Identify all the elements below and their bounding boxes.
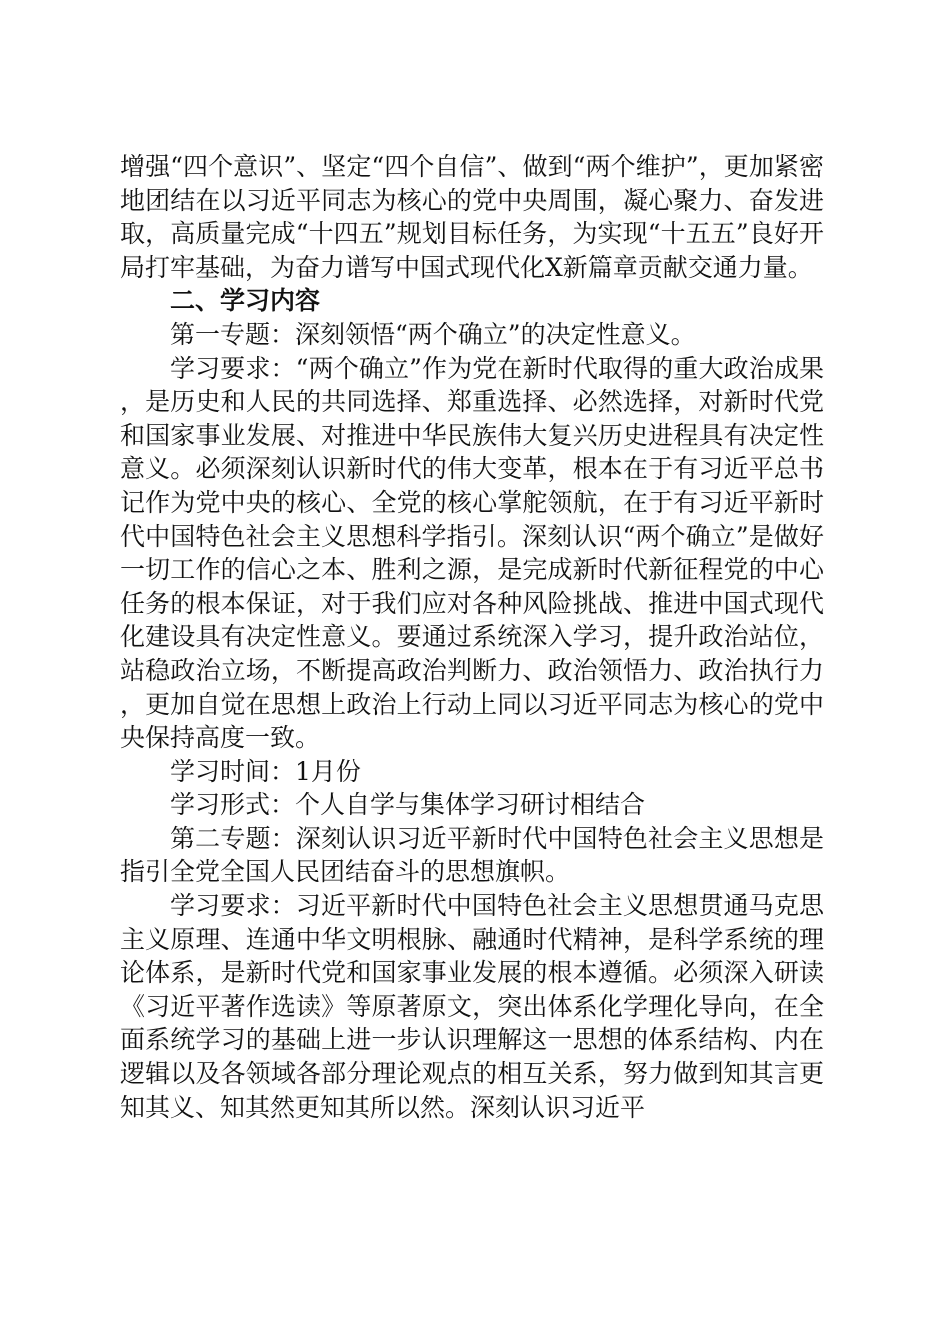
topic-two-requirements: 学习要求：习近平新时代中国特色社会主义思想贯通马克思主义原理、连通中华文明根脉、融通时代精神，是科学系统的理论体系，是新时代党和国家事业发展的根本遵循。必须深入研读《习近平著作选读》等原著原文，突出体系化学理化导向，在全面系统学习的基础上进一步认识理解这一思想的体系结构、内在逻辑以及各领域各部分理论观点的相互关系，努力做到知其言更知其义、知其然更知其所以然。深刻认识习近平 xyxy=(120,891,824,1122)
paragraph-intro-continuation: 增强“四个意识”、坚定“四个自信”、做到“两个维护”，更加紧密地团结在以习近平同志为核心的党中央周围，凝心聚力、奋发进取，高质量完成“十四五”规划目标任务，为实现“十五五”良好开局打牢基础，为奋力谱写中国式现代化X新篇章贡献交通力量。 xyxy=(120,152,824,282)
topic-one-study-time: 学习时间：1月份 xyxy=(170,756,361,786)
topic-one-study-format: 学习形式：个人自学与集体学习研讨相结合 xyxy=(170,790,646,820)
section-heading-study-content: 二、学习内容 xyxy=(170,286,321,316)
topic-one-title: 第一专题：深刻领悟“两个确立”的决定性意义。 xyxy=(170,319,696,349)
topic-one-requirements: 学习要求：“两个确立”作为党在新时代取得的重大政治成果，是历史和人民的共同选择、郑重选择、必然选择，对新时代党和国家事业发展、对推进中华民族伟大复兴历史进程具有决定性意义。必须深刻认识新时代的伟大变革，根本在于有习近平总书记作为党中央的核心、全党的核心掌舵领航，在于有习近平新时代中国特色社会主义思想科学指引。深刻认识“两个确立”是做好一切工作的信心之本、胜利之源，是完成新时代新征程党的中心任务的根本保证，对于我们应对各种风险挑战、推进中国式现代化建设具有决定性意义。要通过系统深入学习，提升政治站位，站稳政治立场，不断提高政治判断力、政治领悟力、政治执行力，更加自觉在思想上政治上行动上同以习近平同志为核心的党中央保持高度一致。 xyxy=(120,353,824,753)
topic-two-title: 第二专题：深刻认识习近平新时代中国特色社会主义思想是指引全党全国人民团结奋斗的思想旗帜。 xyxy=(120,823,824,887)
document-body xyxy=(120,150,824,1124)
